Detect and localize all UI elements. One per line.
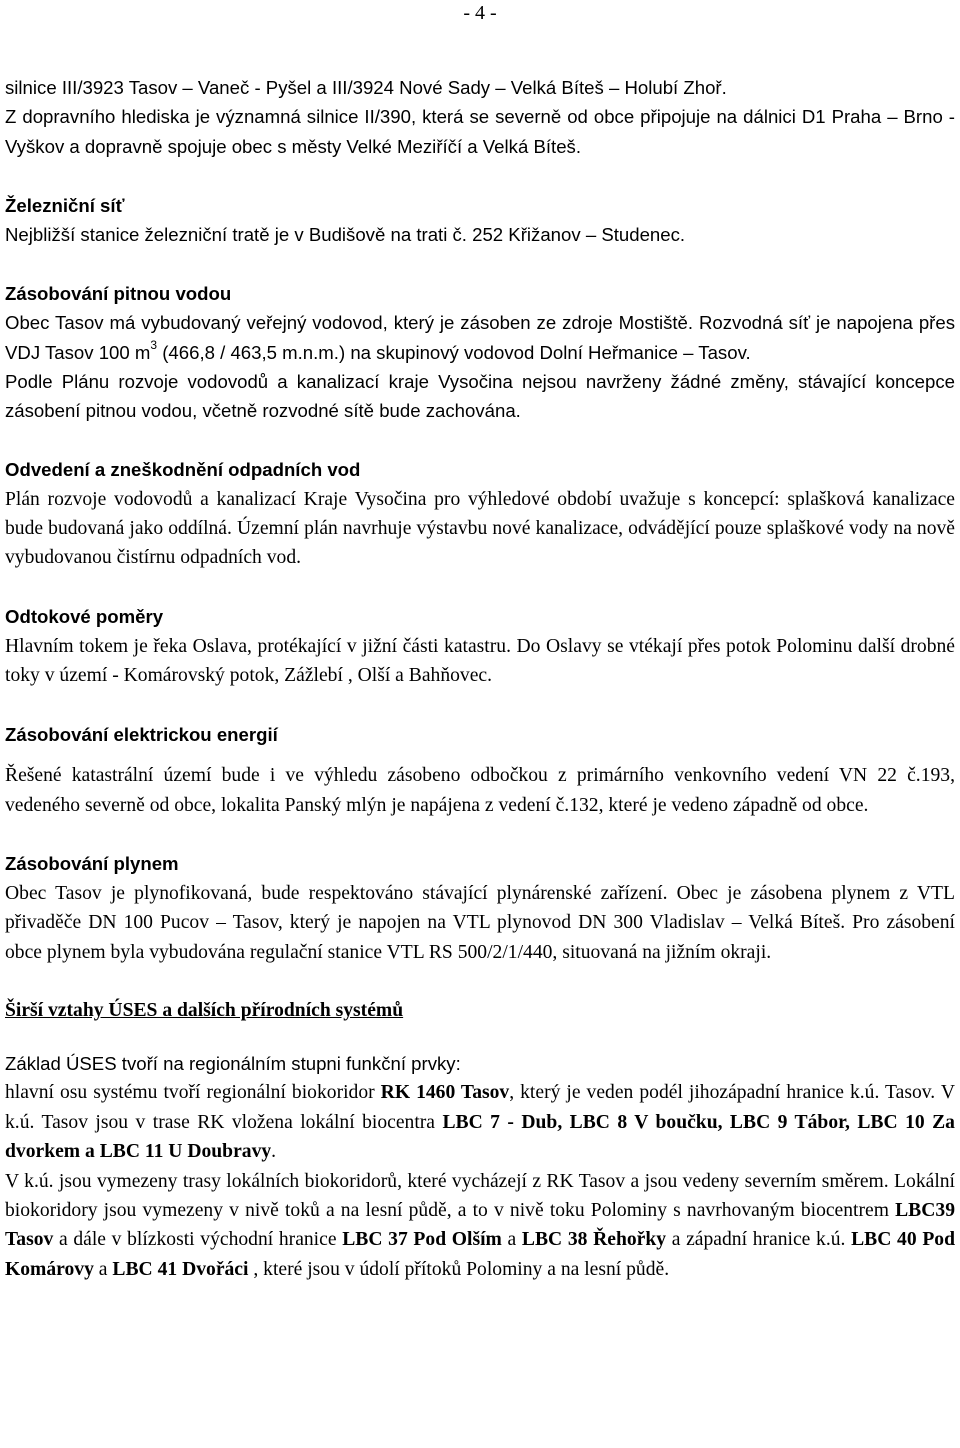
spacer (5, 426, 955, 455)
gas-text: Obec Tasov je plynofikovaná, bude respektováno stávající plynárenské zařízení. Obec je zásobena plynem z VTL přivaděče DN 100 Pucov – Tasov, který je napojen na VTL plynovod DN 300 Vladislav – Velká Bíteš. Pro zásobení obce plynem byla vybudována regulační stanice VTL RS 500/2/1/440, situovaná na jižním okraji. (5, 882, 955, 963)
spacer (5, 249, 955, 278)
uses-p2-b: LBC39 Tasov (5, 1199, 955, 1251)
gas-heading: Zásobování plynem (5, 853, 179, 875)
uses-p2-f: LBC 38 Řehořky (521, 1229, 667, 1251)
uses-p1-b: RK 1460 Tasov (380, 1082, 510, 1104)
uses-p2-h: LBC 40 Pod Komárovy (5, 1229, 955, 1280)
water-heading: Zásobování pitnou vodou (5, 282, 232, 304)
uses-p2-g: a západní hranice k.ú. (666, 1229, 852, 1251)
uses-p1-a: hlavní osu systému tvoří regionální biokoridor (5, 1082, 381, 1104)
water-text (5, 308, 955, 367)
uses-p1-d: LBC 7 - Dub, LBC 8 V boučku, LBC 9 Tábor, LBC 10 Za dvorkem a LBC 11 U Doubravy (5, 1111, 955, 1163)
railway-heading: Železniční síť (5, 194, 125, 216)
water-superscript: 3 (150, 338, 158, 353)
spacer (5, 573, 955, 602)
drainage-heading: Odtokové poměry (5, 606, 164, 628)
electricity-text: Řešené katastrální území bude i ve výhledu zásobeno odbočkou z primárního venkovního vedení VN 22 č.193, vedeného severně od obce, lokalita Panský mlýn je napájena z vedení č.132, které je vedeno západně od obce. (5, 765, 955, 816)
sewage-heading: Odvedení a zneškodnění odpadních vod (5, 459, 361, 481)
page-number: - 4 - (463, 2, 497, 24)
uses-p2-a: V k.ú. jsou vymezeny trasy lokálních biokoridorů, které vycházejí z RK Tasov a jsou vedeny severním směrem. Lokální biokoridory jsou vymezeny v nivě toků a na lesní půdě, a to v nivě toku Polominy s navrhovaným biocentrem (5, 1170, 955, 1221)
uses-paragraph-1 (5, 1078, 955, 1166)
uses-p2-j: LBC 41 Dvořáci (112, 1258, 249, 1280)
water-text-b: (466,8 / 463,5 m.n.m.) na skupinový vodovod Dolní Heřmanice – Tasov. (157, 341, 751, 363)
uses-p1-e: . (271, 1141, 277, 1163)
document-body (5, 73, 955, 1284)
uses-p2-c: a dále v blízkosti východní hranice (53, 1229, 343, 1251)
drainage-text: Hlavním tokem je řeka Oslava, protékající v jižní části katastru. Do Oslavy se vtékají přes potok Polominu další drobné toky v území - Komárovský potok, Zážlebí , Olší a Bahňovec. (5, 635, 955, 687)
spacer (5, 749, 955, 761)
uses-p2-d: LBC 37 Pod Olším (342, 1229, 502, 1251)
water-text-a: Obec Tasov má vybudovaný veřejný vodovod, který je zásoben ze zdroje Mostiště. Rozvodná síť je napojena přes VDJ Tasov 100 m (5, 312, 955, 363)
uses-p2-k: , které jsou v údolí přítoků Polominy a na lesní půdě. (248, 1258, 670, 1280)
uses-paragraph-2 (5, 1167, 955, 1285)
spacer (5, 967, 955, 996)
railway-text: Nejbližší stanice železniční tratě je v Budišově na trati č. 252 Křižanov – Studenec. (5, 224, 686, 246)
spacer (5, 820, 955, 849)
uses-p1-c: , který je veden podél jihozápadní hranice k.ú. Tasov. V k.ú. Tasov jsou v trase RK vložena lokální biocentra (5, 1082, 955, 1133)
water-plan-text: Podle Plánu rozvoje vodovodů a kanalizací kraje Vysočina nejsou navrženy žádné změny, stávající koncepce zásobení pitnou vodou, včetně rozvodné sítě bude zachována. (5, 371, 955, 422)
uses-p2-i: a (93, 1258, 113, 1280)
uses-p2-e: a (501, 1229, 522, 1251)
uses-heading: Širší vztahy ÚSES a dalších přírodních systémů (5, 1000, 404, 1022)
intro-paragraph: Z dopravního hlediska je významná silnice II/390, která se severně od obce připojuje na dálnici D1 Praha – Brno - Vyškov a dopravně spojuje obec s městy Velké Meziříčí a Velká Bíteš. (5, 106, 955, 157)
spacer (5, 1026, 955, 1049)
electricity-heading: Zásobování elektrickou energií (5, 723, 278, 745)
spacer (5, 690, 955, 719)
sewage-text: Plán rozvoje vodovodů a kanalizací Kraje Vysočina pro výhledové období uvažuje s koncepcí: splašková kanalizace bude budovaná jako oddílná. Územní plán navrhuje výstavbu nové kanalizace, odvádějící pouze splaškové vody na nově vybudovanou čistírnu odpadních vod. (5, 488, 955, 569)
intro-road-line: silnice III/3923 Tasov – Vaneč - Pyšel a III/3924 Nové Sady – Velká Bíteš – Holubí Zhoř. (5, 77, 727, 98)
spacer (5, 161, 955, 190)
uses-intro: Základ ÚSES tvoří na regionálním stupni funkční prvky: (5, 1052, 461, 1074)
